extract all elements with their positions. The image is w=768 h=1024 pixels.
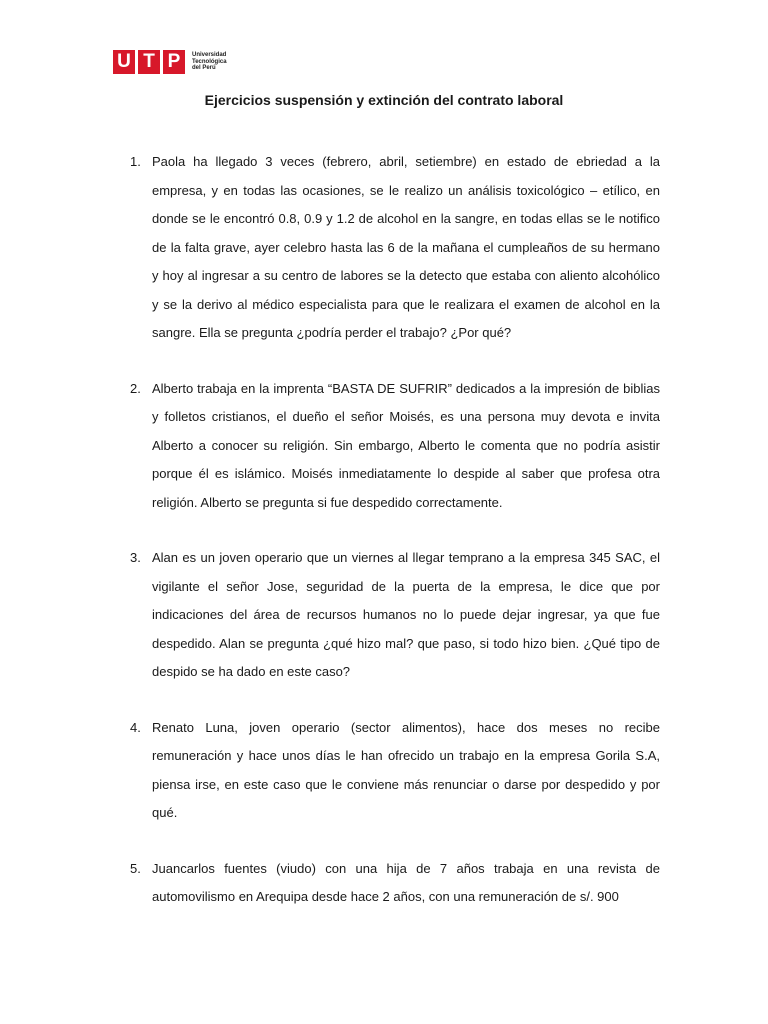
utp-logo bbox=[113, 50, 232, 74]
exercise-text: Alan es un joven operario que un viernes al llegar temprano a la empresa 345 SAC, el vigilante el señor Jose, seguridad de la puerta de la empresa, le dice que por indicaciones del área de recursos humanos no lo puede dejar ingresar, ya que fue despedido. Alan se pregunta ¿qué hizo mal? que paso, si todo hizo bien. ¿Qué tipo de despido se ha dado en este caso? bbox=[152, 550, 660, 679]
exercise-item-5 bbox=[130, 855, 660, 912]
exercise-item-4 bbox=[130, 714, 660, 828]
exercise-item-3 bbox=[130, 544, 660, 687]
exercise-text: Alberto trabaja en la imprenta “BASTA DE SUFRIR” dedicados a la impresión de biblias y folletos cristianos, el dueño el señor Moisés, es una persona muy devota e invita Alberto a conocer su religión. Sin embargo, Alberto le comenta que no podría asistir porque él es islámico. Moisés inmediatamente lo despide al saber que profesa otra religión. Alberto se pregunta si fue despedido correctamente. bbox=[152, 380, 660, 510]
logo-wordmark bbox=[192, 52, 232, 72]
exercise-text: Juancarlos fuentes (viudo) con una hija de 7 años trabaja en una revista de automovilismo en Arequipa desde hace 2 años, con una remuneración de s/. 900 bbox=[152, 860, 660, 904]
logo-line-3: del Perú bbox=[192, 65, 216, 72]
logo-letter-t: T bbox=[138, 50, 160, 74]
document-title: Ejercicios suspensión y extinción del contrato laboral bbox=[204, 92, 564, 108]
logo-line-1: Universidad bbox=[192, 52, 227, 59]
exercise-number: 2. bbox=[130, 380, 141, 396]
exercise-number: 3. bbox=[130, 550, 141, 565]
logo-line-2: Tecnológica bbox=[192, 58, 227, 65]
exercise-item-2 bbox=[130, 375, 660, 518]
exercise-text: Renato Luna, joven operario (sector alimentos), hace dos meses no recibe remuneración y hace unos días le han ofrecido un trabajo en la empresa Gorila S.A, piensa irse, en este caso que le conviene más renunciar o darse por despedido y por qué. bbox=[152, 719, 660, 820]
exercise-number: 1. bbox=[130, 154, 141, 169]
exercise-item-1 bbox=[130, 148, 660, 348]
exercise-number: 5. bbox=[130, 860, 141, 876]
exercise-text: Paola ha llegado 3 veces (febrero, abril, setiembre) en estado de ebriedad a la empresa, y en todas las ocasiones, se le realizo un análisis toxicológico – etílico, en donde se le encontró 0.8, 0.9 y 1.2 de alcohol en la sangre, en todas ellas se le notifico de la falta grave, ayer celebro hasta las 6 de la mañana el cumpleaños de su hermano y hoy al ingresar a su centro de labores se la detecto que estaba con aliento alcohólico y se la derivo al médico especialista para que le realizara el examen de alcohol en la sangre. Ella se pregunta ¿podría perder el trabajo? ¿Por qué? bbox=[152, 154, 660, 340]
exercise-list bbox=[130, 148, 660, 912]
exercise-number: 4. bbox=[130, 719, 141, 735]
logo-letter-p: P bbox=[163, 50, 185, 74]
logo-letter-u: U bbox=[113, 50, 135, 74]
